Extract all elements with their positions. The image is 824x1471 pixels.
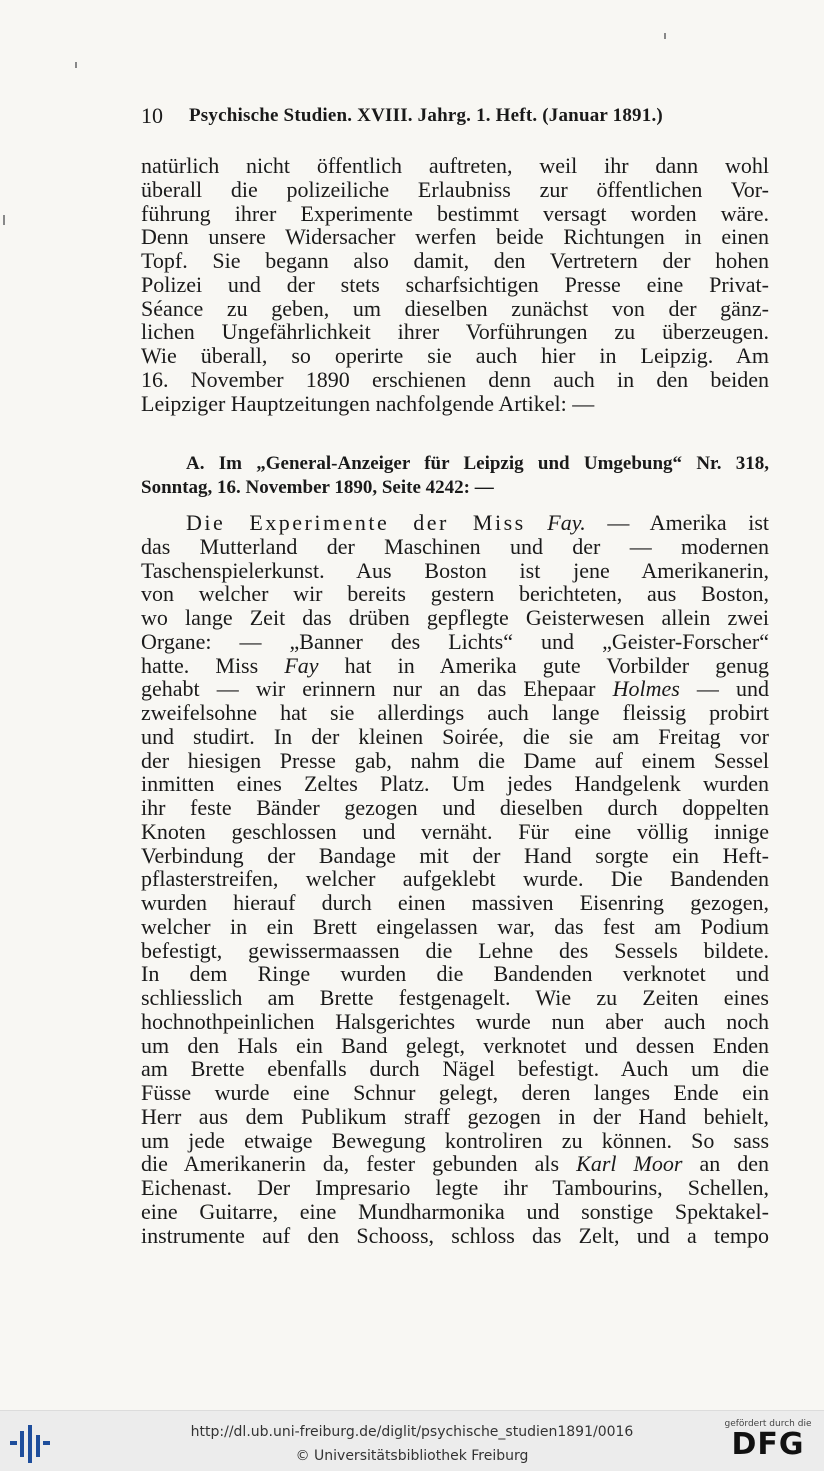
text-line: Wie überall, so operirte sie auch hier in Leipzig. Am [141, 343, 769, 368]
text-line: inmitten eines Zeltes Platz. Um jedes Handgelenk wurden [141, 771, 769, 797]
spaced-text: Die Experimente der Miss [186, 510, 526, 535]
text-line: wo lange Zeit das drüben gepflegte Geisterwesen allein zwei [141, 605, 769, 630]
text-line: der hiesigen Presse gab, nahm die Dame auf einem Sessel [141, 747, 769, 773]
text-line: befestigt, gewissermaassen die Lehne des Sessels bildete. [141, 937, 769, 963]
copyright-notice: © Universitätsbibliothek Freiburg [295, 1448, 529, 1464]
text-line: und studirt. In der kleinen Soirée, die sie am Freitag vor [141, 723, 769, 749]
text-line: Verbindung der Bandage mit der Hand sorgte ein Heft- [141, 842, 769, 868]
text-line: welcher in ein Brett eingelassen war, das fest am Podium [141, 913, 769, 939]
text-line [141, 1152, 769, 1176]
dfg-logo-text: DFG [731, 1427, 805, 1462]
text-line: eine Guitarre, eine Mundharmonika und sonstige Spektakel- [141, 1198, 769, 1224]
text-line: wurden hierauf durch einen massiven Eisenring gezogen, [141, 890, 769, 915]
text-line [141, 654, 769, 678]
text-line: Topf. Sie begann also damit, den Vertretern der hohen [141, 248, 769, 273]
text-line: zweifelsohne hat sie allerdings auch lange fleissig probirt [141, 700, 769, 725]
text-fragment: an den [699, 1151, 770, 1177]
text-line: um den Hals ein Band gelegt, verknotet und dessen Enden [141, 1032, 769, 1058]
paragraph-intro [141, 154, 769, 415]
text-line: Herr aus dem Publikum straff gezogen in der Hand behielt, [141, 1103, 769, 1129]
text-fragment: gehabt — wir erinnern nur an das Ehepaar [141, 676, 596, 702]
text-line [141, 511, 769, 535]
text-line: Eichenast. Der Impresario legte ihr Tambourins, Schellen, [141, 1175, 769, 1200]
text-line: das Mutterland der Maschinen und der — modernen [141, 533, 769, 559]
name-holmes: Holmes [612, 676, 680, 702]
text-line: Taschenspielerkunst. Aus Boston ist jene Amerikanerin, [141, 557, 769, 583]
name-karl-moor: Karl Moor [576, 1151, 683, 1177]
scan-speck [664, 33, 666, 39]
viewer-footer [0, 1410, 824, 1471]
text-line: Denn unsere Widersacher werfen beide Richtungen in einen [141, 224, 769, 250]
text-line: ihr feste Bänder gezogen und dieselben durch doppelten [141, 795, 769, 820]
text-fragment: die Amerikanerin da, fester gebunden als [141, 1151, 560, 1177]
text-line: natürlich nicht öffentlich auftreten, weil ihr dann wohl [141, 153, 769, 178]
heading-line: A. Im „General-Anzeiger für Leipzig und Umgebung“ Nr. 318, [186, 453, 769, 474]
text-line: instrumente auf den Schooss, schloss das Zelt, und a tempo [141, 1222, 769, 1248]
text-line: 16. November 1890 erschienen denn auch in den beiden [141, 366, 769, 392]
name-fay: Fay. [547, 510, 586, 535]
text-line: Polizei und der stets scharfsichtigen Presse eine Privat- [141, 271, 769, 297]
text-line: Füsse wurde eine Schnur gelegt, deren langes Ende ein [141, 1080, 769, 1105]
scan-speck [75, 62, 77, 68]
permalink-url[interactable]: http://dl.ub.uni-freiburg.de/diglit/psychische_studien1891/0016 [190, 1424, 634, 1440]
text-line: führung ihrer Experimente bestimmt versagt worden wäre. [141, 200, 769, 226]
text-fragment: — und [696, 676, 770, 702]
text-line: hochnothpeinlichen Halsgerichtes wurde nun aber auch noch [141, 1008, 769, 1034]
running-title: Psychische Studien. XVIII. Jahrg. 1. Heft. (Januar 1891.) [189, 105, 663, 126]
name-fay: Fay [284, 652, 319, 678]
text-line: um jede etwaige Bewegung kontroliren zu können. So sass [141, 1127, 769, 1153]
text-line: schliesslich am Brette festgenagelt. Wie zu Zeiten eines [141, 985, 769, 1010]
text-line: Knoten geschlossen und vernäht. Für eine völlig innige [141, 818, 769, 844]
section-heading [141, 452, 769, 500]
text-fragment: hat in Amerika gute Vorbilder genug [344, 652, 770, 678]
text-line: am Brette ebenfalls durch Nägel befestigt. Auch um die [141, 1056, 769, 1082]
text-fragment: — Amerika ist [607, 510, 769, 535]
text-line: Organe: — „Banner des Lichts“ und „Geister-Forscher“ [141, 628, 769, 654]
text-line: lichen Ungefährlichkeit ihrer Vorführungen zu überzeugen. [141, 319, 769, 345]
dfg-logo [720, 1419, 816, 1465]
text-line: von welcher wir bereits gestern berichteten, aus Boston, [141, 581, 769, 607]
text-line: überall die polizeiliche Erlaubniss zur öffentlichen Vor- [141, 176, 769, 202]
text-line: pflasterstreifen, welcher aufgeklebt wurde. Die Bandenden [141, 866, 769, 892]
heading-line: Sonntag, 16. November 1890, Seite 4242: — [141, 477, 494, 498]
scan-speck [3, 215, 5, 225]
running-header [141, 104, 771, 128]
text-line [141, 677, 769, 701]
paragraph-article [141, 511, 769, 1247]
text-line: Leipziger Hauptzeitungen nachfolgende Artikel: — [141, 390, 595, 416]
text-line: In dem Ringe wurden die Bandenden verknotet und [141, 961, 769, 987]
text-fragment: hatte. Miss [141, 652, 259, 678]
page-number: 10 [141, 103, 163, 128]
text-line: Séance zu geben, um dieselben zunächst von der gänz- [141, 295, 769, 321]
dfg-tagline: gefördert durch die [724, 1419, 812, 1429]
